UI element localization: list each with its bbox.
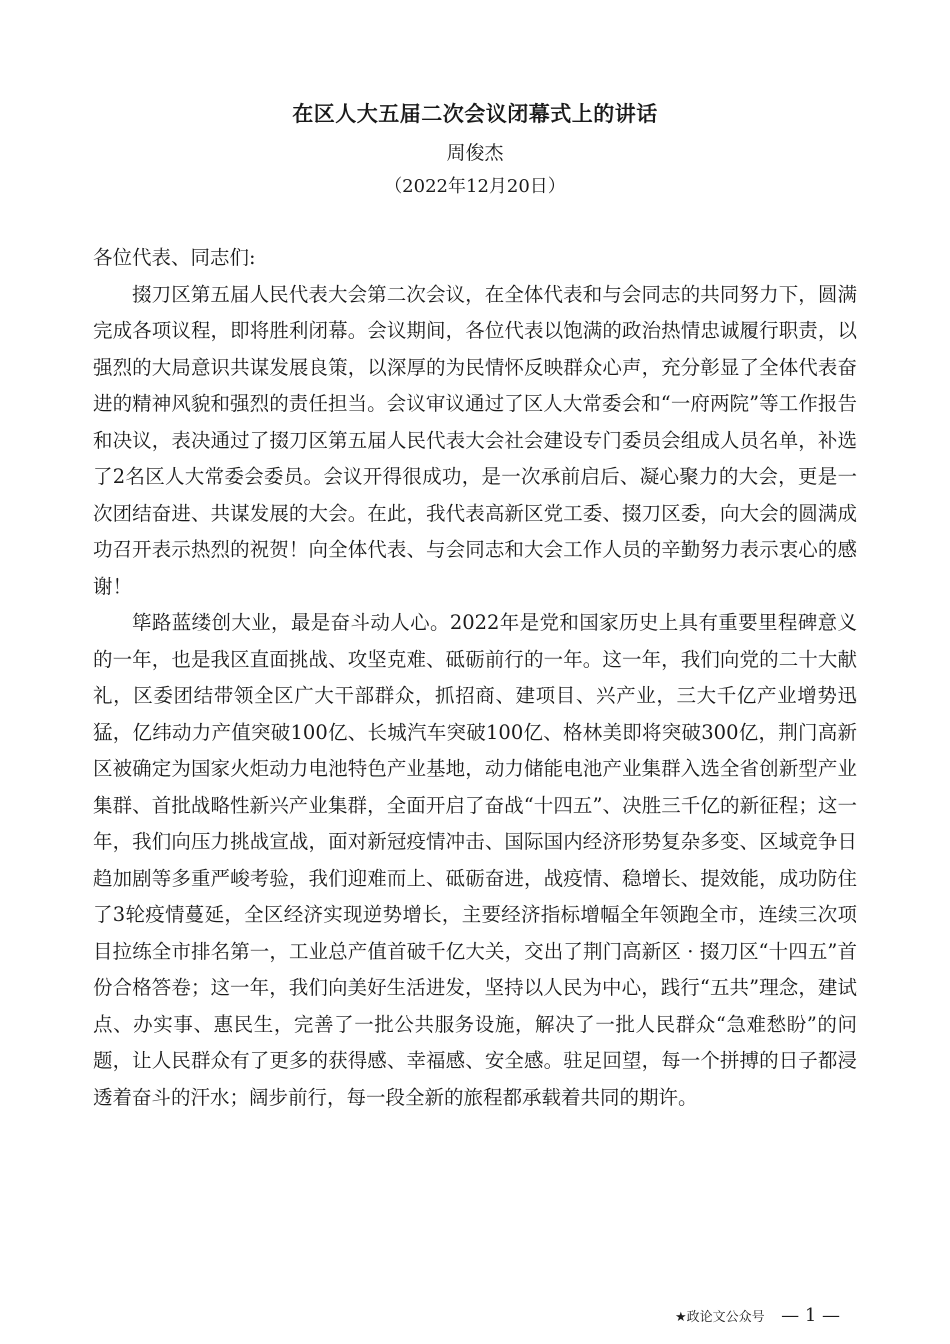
page-footer xyxy=(675,1306,840,1328)
salutation: 各位代表、同志们: xyxy=(93,246,256,269)
page-number: — 1 — xyxy=(781,1305,840,1326)
paragraph-2: 筚路蓝缕创大业，最是奋斗动人心。2022年是党和国家历史上具有重要里程碑意义的一年，也是我区直面挑战、攻坚克难、砥砺前行的一年。这一年，我们向党的二十大献礼，区委团结带领全区广大干部群众，抓招商、建项目、兴产业，三大千亿产业增势迅猛，亿纬动力产值突破100亿、长城汽车突破100亿、格林美即将突破300亿，荆门高新区被确定为国家火炬动力电池特色产业基地，动力储能电池产业集群入选全省创新型产业集群、首批战略性新兴产业集群，全面开启了奋战“十四五”、决胜三千亿的新征程；这一年，我们向压力挑战宣战，面对新冠疫情冲击、国际国内经济形势复杂多变、区域竞争日趋加剧等多重严峻考验，我们迎难而上、砥砺奋进，战疫情、稳增长、提效能，成功防住了3轮疫情蔓延，全区经济实现逆势增长，主要经济指标增幅全年领跑全市，连续三次项目拉练全市排名第一，工业总产值首破千亿大关，交出了荆门高新区 · 掇刀区“十四五”首份合格答卷；这一年，我们向美好生活进发，坚持以人民为中心，践行“五共”理念，建试点、办实事、惠民生，完善了一批公共服务设施，解决了一批人民群众“急难愁盼”的问题，让人民群众有了更多的获得感、幸福感、安全感。驻足回望，每一个拼搏的日子都浸透着奋斗的汗水；阔步前行，每一段全新的旅程都承载着共同的期许。 xyxy=(93,611,857,1109)
paragraph-1: 掇刀区第五届人民代表大会第二次会议，在全体代表和与会同志的共同努力下，圆满完成各项议程，即将胜利闭幕。会议期间，各位代表以饱满的政治热情忠诚履行职责，以强烈的大局意识共谋发展良策，以深厚的为民情怀反映群众心声，充分彰显了全体代表奋进的精神风貌和强烈的责任担当。会议审议通过了区人大常委会和“一府两院”等工作报告和决议，表决通过了掇刀区第五届人民代表大会社会建设专门委员会组成人员名单，补选了2名区人大常委会委员。会议开得很成功，是一次承前启后、凝心聚力的大会，更是一次团结奋进、共谋发展的大会。在此，我代表高新区党工委、掇刀区委，向大会的圆满成功召开表示热烈的祝贺！向全体代表、与会同志和大会工作人员的辛勤努力表示衷心的感谢！ xyxy=(93,282,857,598)
document-title: 在区人大五届二次会议闭幕式上的讲话 xyxy=(292,101,658,126)
author-name: 周俊杰 xyxy=(446,142,504,164)
publisher-label: ★政论文公众号 xyxy=(674,1310,765,1325)
document-body xyxy=(93,240,857,1116)
speech-date: （2022年12月20日） xyxy=(384,176,566,197)
